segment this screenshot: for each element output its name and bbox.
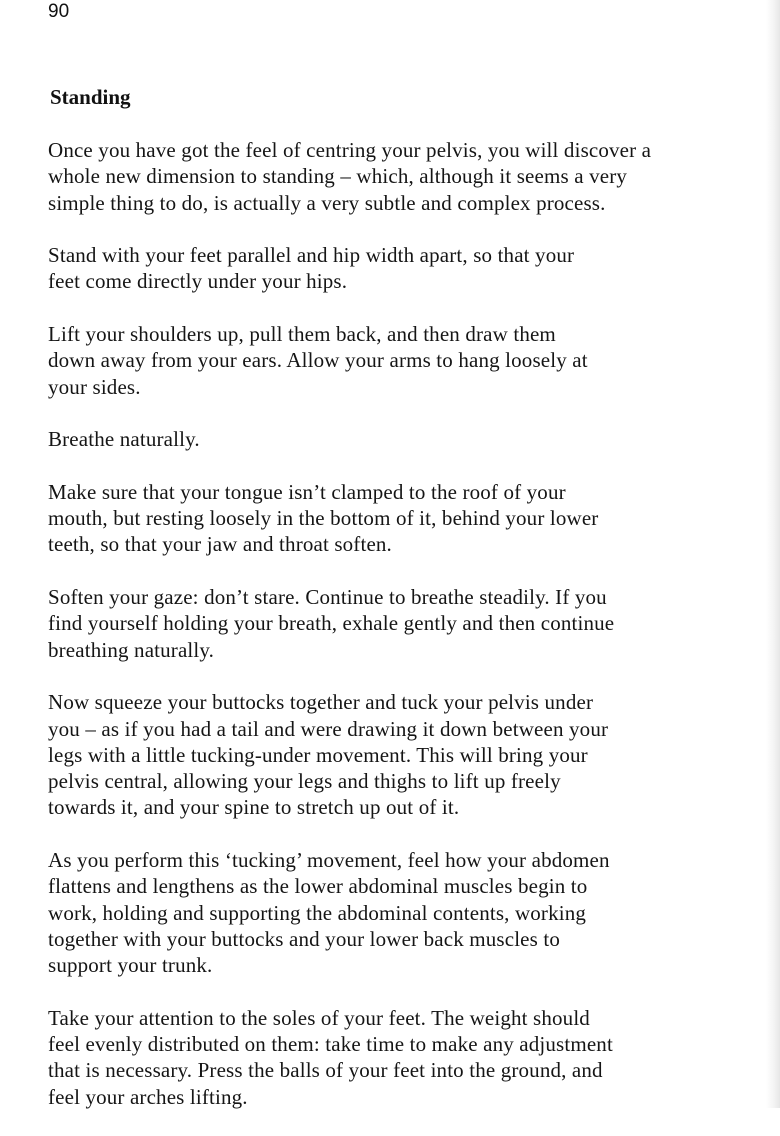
paragraph-feet-position: Stand with your feet parallel and hip width apart, so that your feet come directly under your hips. [48,243,575,294]
paragraph-shoulders: Lift your shoulders up, pull them back, and then draw them down away from your ears. Allow your arms to hang loosely at your sides. [48,322,588,399]
body-text [48,137,748,1136]
paragraph-intro: Once you have got the feel of centring your pelvis, you will discover a whole new dimension to standing – which, although it seems a very simple thing to do, is actually a very subtle and complex process. [48,138,652,215]
paragraph-abdomen: As you perform this ‘tucking’ movement, feel how your abdomen flattens and lengthens as the lower abdominal muscles begin to work, holding and supporting the abdominal contents, working together with your buttocks and your lower back muscles to support your trunk. [48,848,610,978]
paragraph-gaze: Soften your gaze: don’t stare. Continue to breathe steadily. If you find yourself holding your breath, exhale gently and then continue breathing naturally. [48,585,615,662]
paragraph-tuck-pelvis: Now squeeze your buttocks together and tuck your pelvis under you – as if you had a tail and were drawing it down between your legs with a little tucking-under movement. This will bring your pelvis central, allowing your legs and thighs to lift up freely towards it, and your spine to stretch up out of it. [48,690,609,820]
paragraph-breathe: Breathe naturally. [48,427,200,452]
paragraph-soles: Take your attention to the soles of your feet. The weight should feel evenly distributed on them: take time to make any adjustment that is necessary. Press the balls of your feet into the ground, and feel your arches lifting. [48,1005,613,1109]
page-edge-shadow [766,0,780,1108]
section-heading: Standing [50,85,131,109]
paragraph-tongue: Make sure that your tongue isn’t clamped to the roof of your mouth, but resting loosely in the bottom of it, behind your lower teeth, so that your jaw and throat soften. [48,479,599,557]
page-number: 90 [48,1,70,22]
